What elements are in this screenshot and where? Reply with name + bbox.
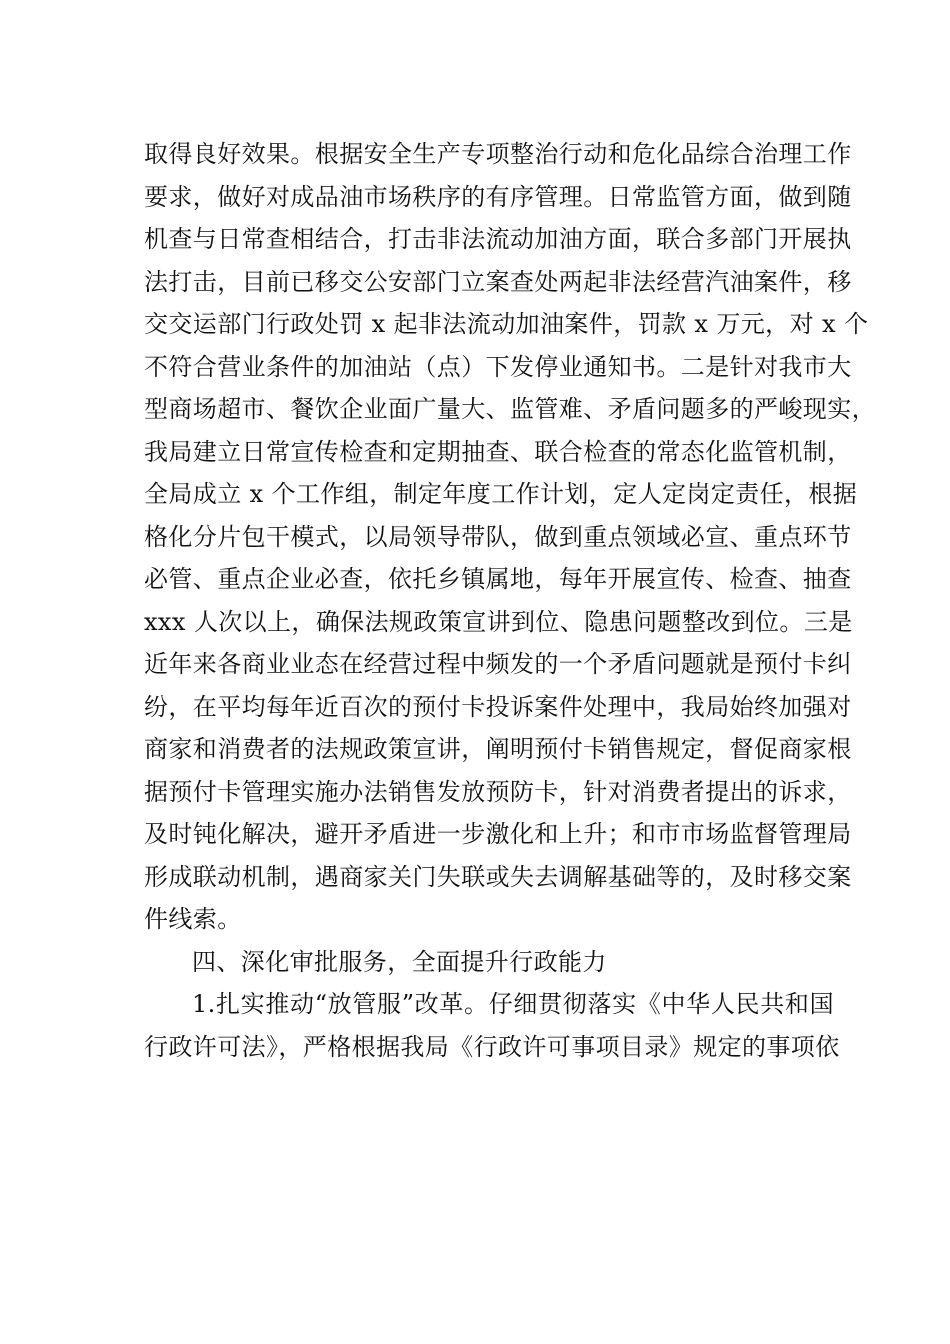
text-line: 形成联动机制，遇商家关门失联或失去调解基础等的，及时移交案 [144,862,852,891]
text-line: 不符合营业条件的加油站（点）下发停业通知书。二是针对我市大 [144,352,852,381]
text-line: 全局成立 x 个工作组，制定年度工作计划，定人定岗定责任，根据 [144,480,858,508]
text-line: 交交运部门行政处罚 x 起非法流动加油案件，罚款 x 万元，对 x 个 [144,310,869,338]
text-line: 件线索。 [144,905,242,933]
text-line: 法打击，目前已移交公安部门立案查处两起非法经营汽油案件，移 [144,267,852,296]
text-line: 纷，在平均每年近百次的预付卡投诉案件处理中，我局始终加强对 [144,692,852,721]
text-line: 格化分片包干模式，以局领导带队，做到重点领域必宣、重点环节 [144,522,852,551]
text-line: 必管、重点企业必查，依托乡镇属地，每年开展宣传、检查、抽查 [144,565,852,593]
text-line: 近年来各商业业态在经营过程中频发的一个矛盾问题就是预付卡纠 [144,650,852,678]
text-line: 要求，做好对成品油市场秩序的有序管理。日常监管方面，做到随 [144,182,852,211]
text-line: 取得良好效果。根据安全生产专项整治行动和危化品综合治理工作 [144,140,852,168]
text-line: xxx 人次以上，确保法规政策宣讲到位、隐患问题整改到位。三是 [144,607,853,636]
text-line: 我局建立日常宣传检查和定期抽查、联合检查的常态化监管机制， [144,437,852,466]
text-line: 及时钝化解决，避开矛盾进一步激化和上升；和市市场监督管理局 [144,820,852,848]
body-text [144,133,876,1068]
text-line: 商家和消费者的法规政策宣讲，阐明预付卡销售规定，督促商家根 [144,735,852,763]
text-line: 型商场超市、餐饮企业面广量大、监管难、矛盾问题多的严峻现实， [144,395,876,423]
text-line: 行政许可法》，严格根据我局《行政许可事项目录》规定的事项依 [144,1032,840,1061]
text-line: 机查与日常查相结合，打击非法流动加油方面，联合多部门开展执 [144,225,852,253]
text-line: 据预付卡管理实施办法销售发放预防卡，针对消费者提出的诉求， [144,777,852,806]
text-line: 1.扎实推动“放管服”改革。仔细贯彻落实《中华人民共和国 [192,990,834,1018]
section-heading: 四、深化审批服务，全面提升行政能力 [192,947,607,976]
